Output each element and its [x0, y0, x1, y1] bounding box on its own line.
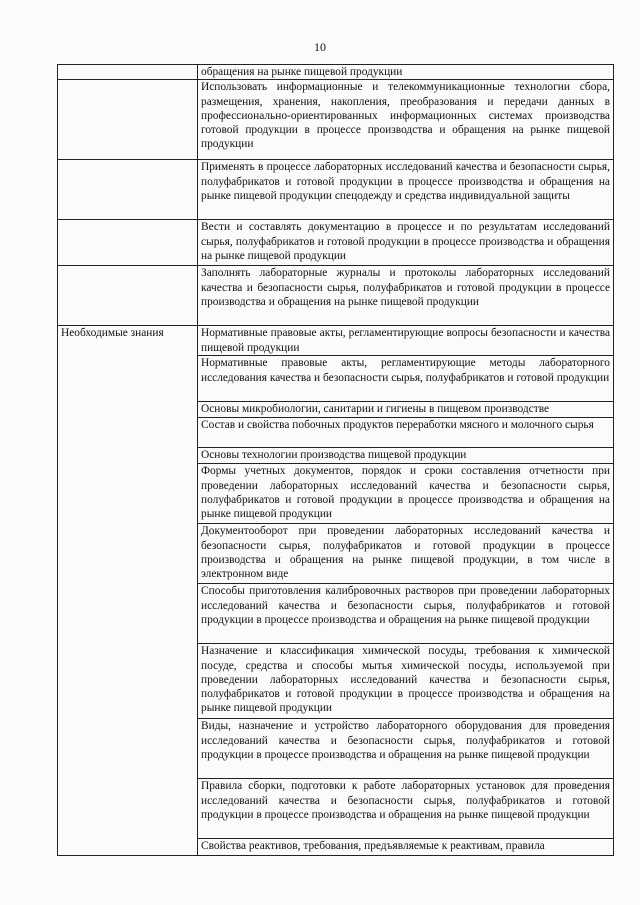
label-cell — [58, 220, 198, 266]
table-row — [58, 220, 614, 266]
label-cell — [58, 80, 198, 160]
knowledge-cell: Способы приготовления калибровочных растворов при проведении лабораторных исследований качества и безопасности сырья, полуфабрикатов и готовой продукции в процессе производства и обращения на рынке пищевой продукции — [198, 584, 614, 644]
skill-cell: Использовать информационные и телекоммуникационные технологии сбора, размещения, хранения, накопления, преобразования и передачи данных в профессионально-ориентированных информационных системах производства готовой продукции в процессе производства и обращения на рынке пищевой продукции — [198, 80, 614, 160]
table-row — [58, 65, 614, 80]
skill-cell: Заполнять лабораторные журналы и протоколы лабораторных исследований качества и безопасности сырья, полуфабрикатов и готовой продукции в процессе производства и обращения на рынке пищевой продукции — [198, 266, 614, 326]
knowledge-cell: Нормативные правовые акты, регламентирующие методы лабораторного исследования качества и безопасности сырья, полуфабрикатов и готовой продукции — [198, 356, 614, 402]
knowledge-cell: Основы технологии производства пищевой продукции — [198, 448, 614, 464]
knowledge-cell: Состав и свойства побочных продуктов переработки мясного и молочного сырья — [198, 418, 614, 448]
label-cell — [58, 266, 198, 326]
skill-cell: Применять в процессе лабораторных исследований качества и безопасности сырья, полуфабрикатов и готовой продукции в процессе производства и обращения на рынке пищевой продукции спецодежду и средства индивидуальной защиты — [198, 160, 614, 220]
knowledge-cell: Нормативные правовые акты, регламентирующие вопросы безопасности и качества пищевой продукции — [198, 326, 614, 356]
competency-table — [57, 64, 614, 856]
knowledge-cell: Документооборот при проведении лабораторных исследований качества и безопасности сырья, полуфабрикатов и готовой продукции в процессе производства и обращения на рынке пищевой продукции, в том числе в электронном виде — [198, 524, 614, 584]
page-number: 10 — [314, 40, 326, 54]
knowledge-cell: Назначение и классификация химической посуды, требования к химической посуде, средства и способы мытья химической посуды, используемой при проведении лабораторных исследований качества и безопасности сырья, полуфабрикатов и готовой продукции в процессе производства и обращения на рынке пищевой продукции — [198, 644, 614, 719]
knowledge-cell: Правила сборки, подготовки к работе лабораторных установок для проведения исследований качества и безопасности сырья, полуфабрикатов и готовой продукции в процессе производства и обращения на рынке пищевой продукции — [198, 779, 614, 839]
skill-cell: Вести и составлять документацию в процессе и по результатам исследований сырья, полуфабрикатов и готовой продукции в процессе производства и обращения на рынке пищевой продукции — [198, 220, 614, 266]
knowledge-cell: Формы учетных документов, порядок и сроки составления отчетности при проведении лабораторных исследований качества и безопасности сырья, полуфабрикатов и готовой продукции в процессе производства и обращения на рынке пищевой продукции — [198, 464, 614, 524]
table-row — [58, 266, 614, 326]
table-row — [58, 160, 614, 220]
knowledge-cell: Основы микробиологии, санитарии и гигиены в пищевом производстве — [198, 402, 614, 418]
knowledge-cell: Свойства реактивов, требования, предъявляемые к реактивам, правила — [198, 839, 614, 856]
skill-cell: обращения на рынке пищевой продукции — [198, 65, 614, 80]
label-cell — [58, 160, 198, 220]
knowledge-label: Необходимые знания — [58, 326, 198, 856]
label-cell — [58, 65, 198, 80]
table-row — [58, 326, 614, 356]
table-row — [58, 80, 614, 160]
knowledge-cell: Виды, назначение и устройство лабораторного оборудования для проведения исследований качества и безопасности сырья, полуфабрикатов и готовой продукции в процессе производства и обращения на рынке пищевой продукции — [198, 719, 614, 779]
